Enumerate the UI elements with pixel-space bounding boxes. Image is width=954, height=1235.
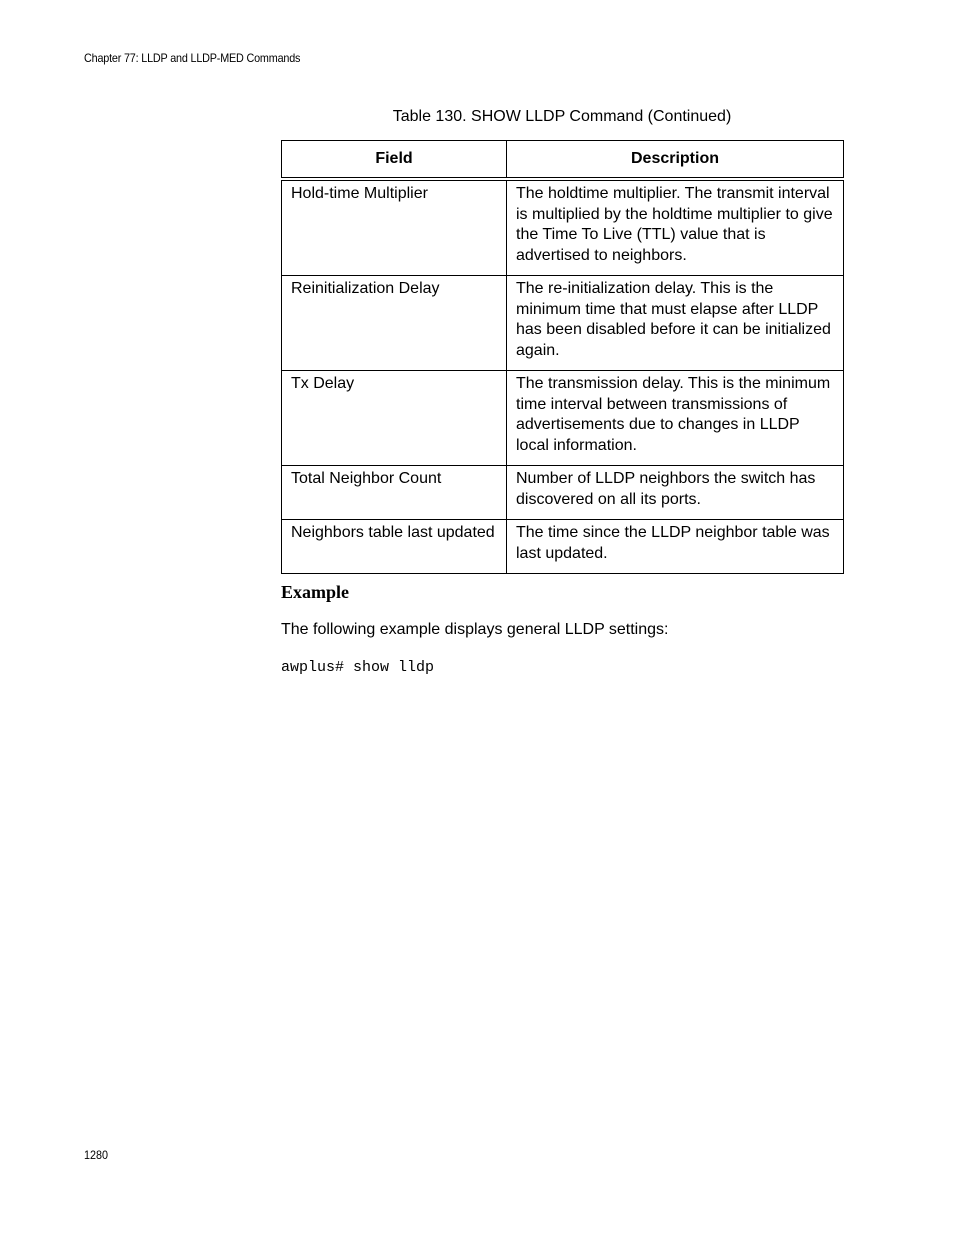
column-header-description: Description	[507, 141, 844, 180]
field-cell: Total Neighbor Count	[282, 466, 507, 520]
description-cell: The transmission delay. This is the minimum time interval between transmissions of advertisements due to changes in LLDP local information.	[507, 371, 844, 466]
table-row	[282, 520, 844, 574]
field-cell: Hold-time Multiplier	[282, 179, 507, 276]
description-cell: The time since the LLDP neighbor table was last updated.	[507, 520, 844, 574]
show-lldp-table	[281, 140, 844, 574]
example-heading: Example	[281, 582, 350, 602]
description-cell: The holdtime multiplier. The transmit interval is multiplied by the holdtime multiplier to give the Time To Live (TTL) value that is advertised to neighbors.	[507, 179, 844, 276]
running-header: Chapter 77: LLDP and LLDP-MED Commands	[84, 51, 301, 65]
table-header-row	[282, 141, 844, 180]
column-header-field: Field	[282, 141, 507, 180]
field-cell: Neighbors table last updated	[282, 520, 507, 574]
table-row	[282, 179, 844, 276]
table-row	[282, 371, 844, 466]
description-cell: Number of LLDP neighbors the switch has discovered on all its ports.	[507, 466, 844, 520]
field-cell: Reinitialization Delay	[282, 276, 507, 371]
table-caption: Table 130. SHOW LLDP Command (Continued)	[392, 108, 732, 125]
page-number: 1280	[84, 1148, 109, 1162]
example-intro: The following example displays general LLDP settings:	[281, 621, 669, 638]
table-row	[282, 466, 844, 520]
description-cell: The re-initialization delay. This is the minimum time that must elapse after LLDP has been disabled before it can be initialized again.	[507, 276, 844, 371]
field-cell: Tx Delay	[282, 371, 507, 466]
table-row	[282, 276, 844, 371]
example-command: awplus# show lldp	[281, 659, 435, 676]
